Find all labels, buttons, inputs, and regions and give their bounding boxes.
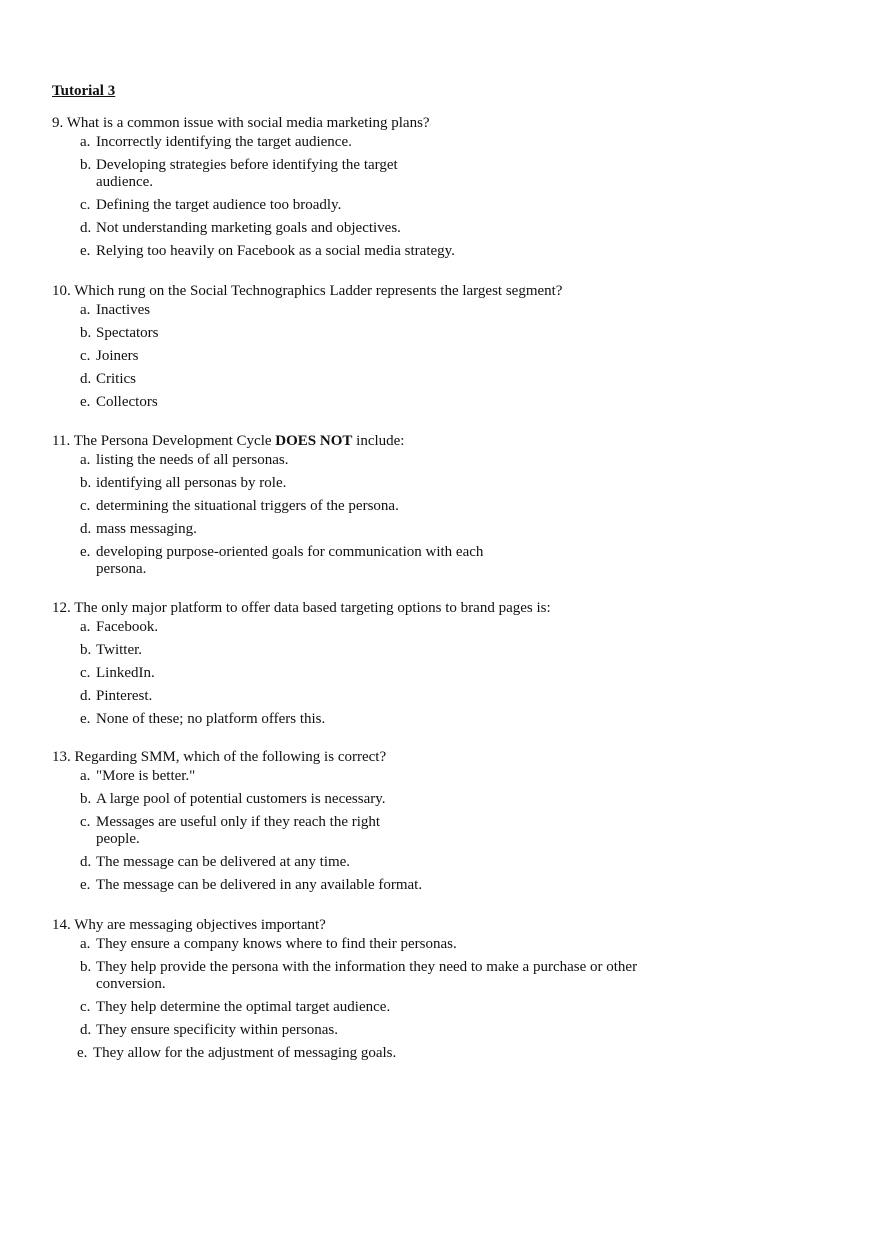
question-number: 11. [52,433,71,449]
answer-option [80,371,562,388]
question-text: Why are messaging objectives important? [74,917,326,933]
question-text: The only major platform to offer data based targeting options to brand pages is: [74,600,551,616]
question-text: Which rung on the Social Technographics Ladder represents the largest segment? [74,283,563,299]
answer-option [80,521,516,538]
option-text: They help determine the optimal target audience. [96,999,391,1015]
option-letter: c. [80,498,91,514]
question-text-emphasis: DOES NOT [275,433,353,449]
question-number: 14. [52,917,71,933]
question-stem [52,281,562,301]
answer-options [52,936,681,1062]
answer-option [80,220,455,237]
option-letter: e. [77,1045,88,1061]
option-text: Relying too heavily on Facebook as a social media strategy. [96,243,455,259]
answer-option [80,791,422,808]
option-text: Twitter. [96,642,143,658]
option-letter: a. [80,452,91,468]
option-text: determining the situational triggers of the persona. [96,498,399,514]
option-letter: e. [80,394,91,410]
option-letter: b. [80,157,92,173]
answer-option [80,325,562,342]
answer-option [80,814,422,848]
answer-option [80,544,516,578]
question-11 [52,431,516,578]
answer-option [80,711,551,728]
option-letter: a. [80,768,91,784]
option-text: They ensure a company knows where to find their personas. [96,936,457,952]
answer-option [80,999,681,1016]
question-9 [52,113,455,260]
answer-option [80,619,551,636]
option-letter: d. [80,688,92,704]
option-letter: a. [80,134,91,150]
option-letter: c. [80,999,91,1015]
option-letter: b. [80,959,92,975]
option-text: developing purpose-oriented goals for communication with each persona. [96,544,484,577]
answer-option [80,959,681,993]
answer-option [80,197,455,214]
option-letter: c. [80,814,91,830]
answer-option [80,768,422,785]
answer-option [80,157,455,191]
answer-option [80,936,681,953]
option-text: None of these; no platform offers this. [96,711,326,727]
answer-option [80,452,516,469]
option-letter: a. [80,936,91,952]
option-text: "More is better." [96,768,196,784]
answer-options [52,619,551,728]
option-text: Collectors [96,394,158,410]
answer-option [80,243,455,260]
option-letter: c. [80,665,91,681]
option-letter: b. [80,325,92,341]
option-letter: b. [80,642,92,658]
option-letter: c. [80,197,91,213]
option-text: Pinterest. [96,688,153,704]
answer-option [80,642,551,659]
answer-option [80,877,422,894]
question-number: 10. [52,283,71,299]
answer-option [80,394,562,411]
question-text-post: include: [352,433,405,449]
option-letter: d. [80,521,92,537]
answer-option [80,475,516,492]
page-title: Tutorial 3 [52,83,116,99]
option-letter: a. [80,619,91,635]
answer-option [80,854,422,871]
question-number: 13. [52,749,71,765]
question-text: Regarding SMM, which of the following is correct? [74,749,387,765]
option-text: Inactives [96,302,151,318]
option-text: They help provide the persona with the information they need to make a purchase or other conversion. [96,959,638,992]
option-text: Spectators [96,325,159,341]
option-letter: b. [80,475,92,491]
answer-options [52,134,455,260]
answer-option [80,688,551,705]
option-letter: d. [80,220,92,236]
question-stem [52,915,681,935]
option-letter: a. [80,302,91,318]
option-text: identifying all personas by role. [96,475,287,491]
question-text: What is a common issue with social media marketing plans? [66,115,430,131]
option-text: They allow for the adjustment of messaging goals. [93,1045,397,1061]
question-14 [52,915,681,1062]
option-letter: e. [80,544,91,560]
answer-options [52,302,562,411]
option-letter: d. [80,371,92,387]
question-stem [52,598,551,618]
question-12 [52,598,551,728]
option-text: The message can be delivered in any available format. [96,877,423,893]
question-text [74,433,405,449]
option-text: They ensure specificity within personas. [96,1022,339,1038]
option-text: mass messaging. [96,521,197,537]
answer-option [77,1045,681,1062]
option-letter: e. [80,243,91,259]
question-stem [52,431,516,451]
option-letter: e. [80,877,91,893]
answer-option [80,498,516,515]
answer-options [52,452,516,578]
option-text: LinkedIn. [96,665,155,681]
answer-option [80,665,551,682]
option-text: Developing strategies before identifying the target audience. [96,157,398,190]
option-letter: d. [80,1022,92,1038]
option-letter: c. [80,348,91,364]
question-stem [52,747,422,767]
option-text: Defining the target audience too broadly. [96,197,342,213]
option-text: Critics [96,371,136,387]
question-number: 12. [52,600,71,616]
option-text: Incorrectly identifying the target audience. [96,134,352,150]
option-text: A large pool of potential customers is necessary. [96,791,386,807]
answer-option [80,1022,681,1039]
question-text-pre: The Persona Development Cycle [73,433,276,449]
option-text: Joiners [96,348,139,364]
question-10 [52,281,562,411]
option-text: Messages are useful only if they reach the right people. [96,814,381,847]
answer-option [80,134,455,151]
option-text: The message can be delivered at any time. [96,854,351,870]
option-text: Facebook. [96,619,159,635]
answer-option [80,348,562,365]
option-letter: d. [80,854,92,870]
question-13 [52,747,422,894]
option-letter: e. [80,711,91,727]
answer-option [80,302,562,319]
option-text: listing the needs of all personas. [96,452,289,468]
question-number: 9. [52,115,64,131]
answer-options [52,768,422,894]
option-letter: b. [80,791,92,807]
question-stem [52,113,455,133]
option-text: Not understanding marketing goals and objectives. [96,220,401,236]
